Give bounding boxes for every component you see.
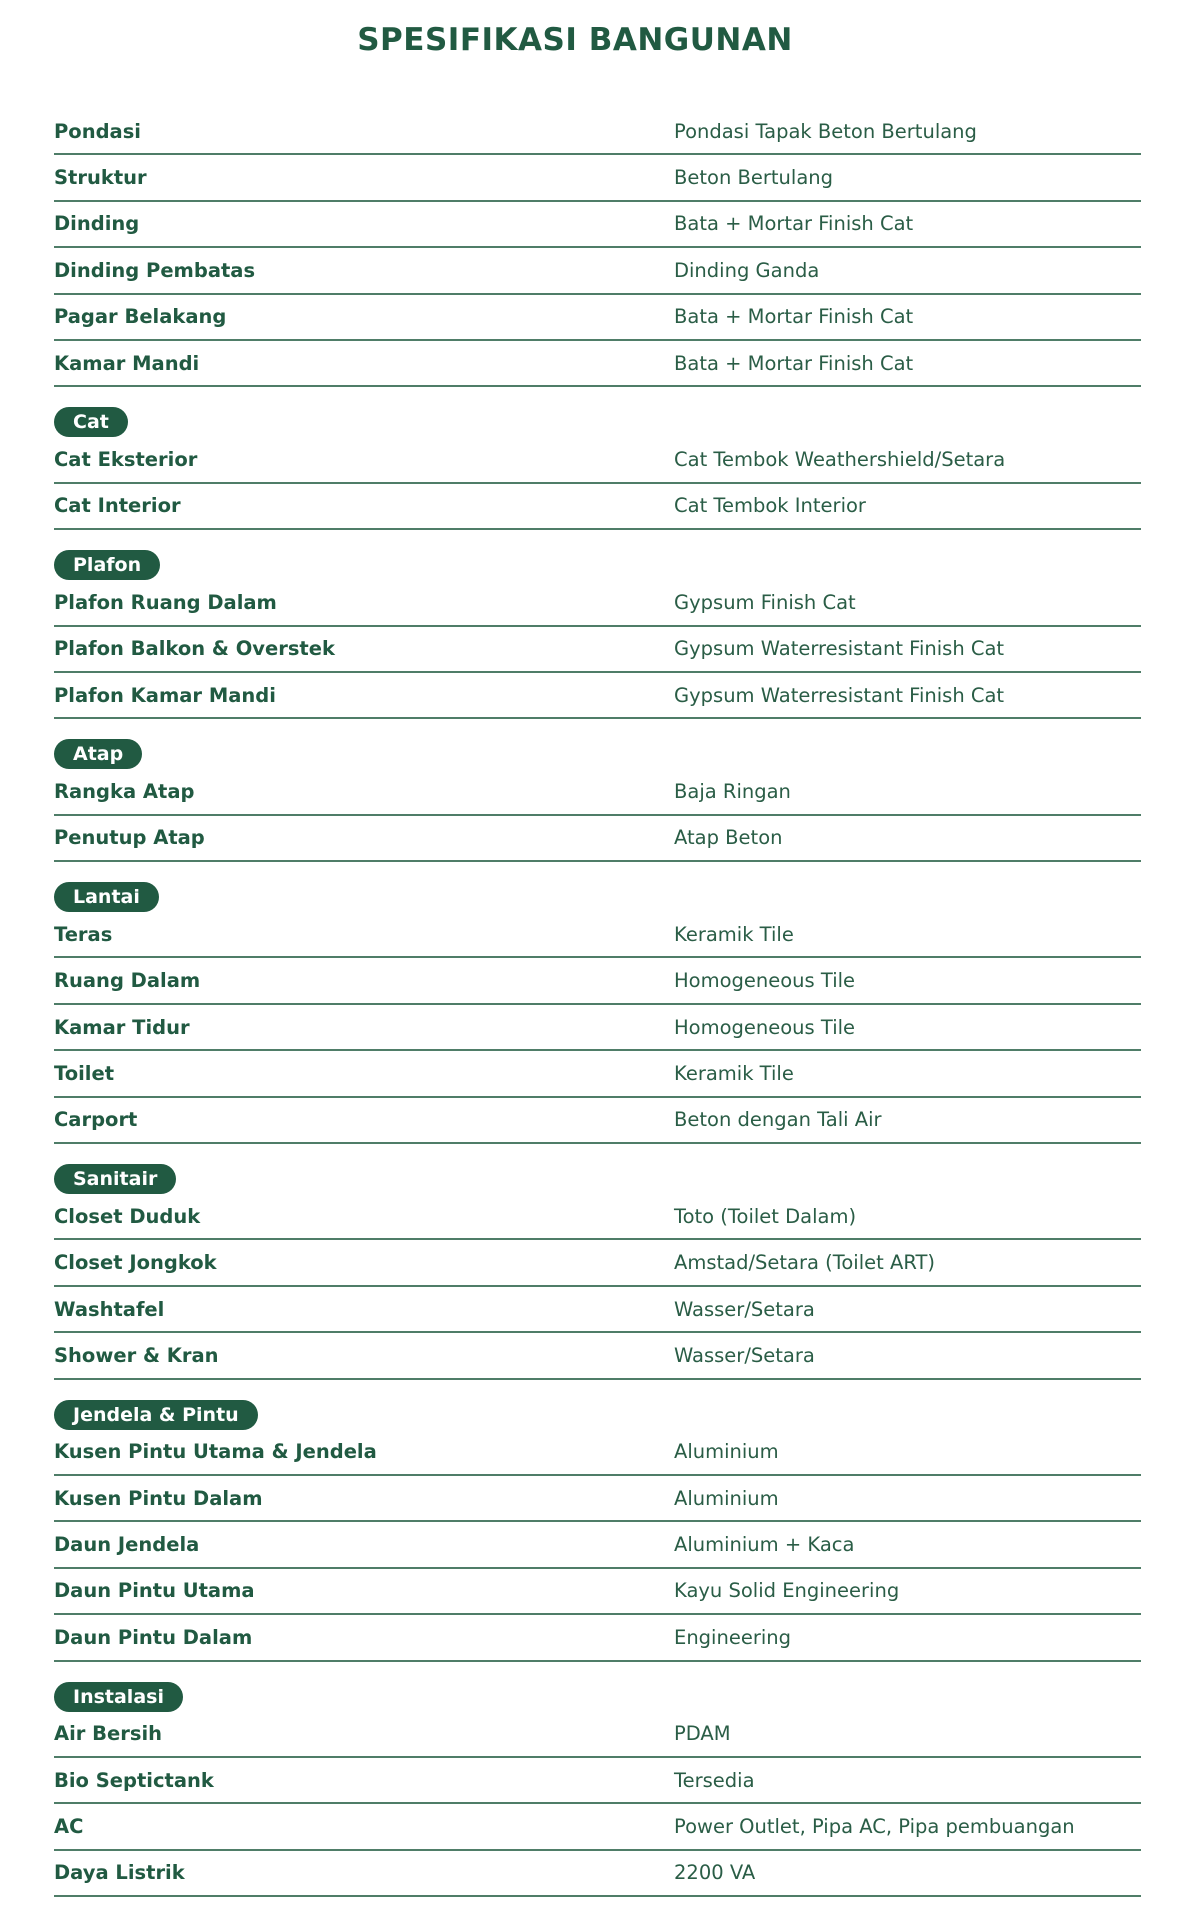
spec-label: Shower & Kran — [54, 1343, 219, 1367]
spec-value: Bata + Mortar Finish Cat — [674, 351, 914, 375]
spec-value: Power Outlet, Pipa AC, Pipa pembuangan — [674, 1815, 1075, 1839]
spec-label: Daun Pintu Utama — [54, 1579, 255, 1603]
spec-row — [54, 295, 1141, 341]
spec-row — [54, 769, 1141, 815]
spec-value: PDAM — [674, 1722, 731, 1746]
spec-section — [54, 530, 1141, 580]
spec-value: Pondasi Tapak Beton Bertulang — [674, 119, 977, 143]
spec-label: Washtafel — [54, 1297, 165, 1321]
spec-label: Toilet — [54, 1061, 115, 1085]
spec-value: Gypsum Waterresistant Finish Cat — [674, 683, 1005, 707]
spec-row — [54, 202, 1141, 248]
spec-value: 2200 VA — [674, 1861, 756, 1885]
spec-row — [54, 1240, 1141, 1286]
spec-label: Kusen Pintu Dalam — [54, 1486, 263, 1510]
spec-row — [54, 958, 1141, 1004]
spec-row — [54, 437, 1141, 483]
spec-value: Bata + Mortar Finish Cat — [674, 212, 914, 236]
section-badge: Cat — [54, 407, 128, 437]
spec-section — [54, 1662, 1141, 1712]
spec-value: Homogeneous Tile — [674, 969, 856, 993]
spec-section — [54, 1380, 1141, 1430]
spec-label: Cat Interior — [54, 494, 181, 518]
spec-row — [54, 627, 1141, 673]
section-badge: Jendela & Pintu — [54, 1400, 258, 1430]
spec-label: Cat Eksterior — [54, 448, 198, 472]
spec-label: Pondasi — [54, 119, 141, 143]
spec-value: Aluminium — [674, 1486, 779, 1510]
spec-label: Kusen Pintu Utama & Jendela — [54, 1440, 377, 1464]
spec-row — [54, 1430, 1141, 1476]
spec-row — [54, 341, 1141, 387]
spec-value: Gypsum Finish Cat — [674, 590, 856, 614]
spec-label: Dinding — [54, 212, 140, 236]
section-badge: Atap — [54, 739, 142, 769]
spec-value: Cat Tembok Weathershield/Setara — [674, 448, 1006, 472]
spec-label: Daya Listrik — [54, 1861, 185, 1885]
spec-value: Kayu Solid Engineering — [674, 1579, 900, 1603]
spec-label: AC — [54, 1815, 84, 1839]
spec-label: Plafon Ruang Dalam — [54, 590, 277, 614]
spec-row — [54, 1712, 1141, 1758]
spec-row — [54, 1476, 1141, 1522]
spec-label: Kamar Mandi — [54, 351, 200, 375]
spec-row — [54, 580, 1141, 626]
spec-row — [54, 1005, 1141, 1051]
spec-value: Engineering — [674, 1625, 791, 1649]
spec-row — [54, 109, 1141, 155]
spec-label: Daun Pintu Dalam — [54, 1625, 253, 1649]
spec-value: Keramik Tile — [674, 922, 794, 946]
spec-row — [54, 484, 1141, 530]
section-badge: Plafon — [54, 550, 160, 580]
spec-value: Aluminium + Kaca — [674, 1533, 855, 1557]
spec-row — [54, 1804, 1141, 1850]
spec-value: Dinding Ganda — [674, 258, 820, 282]
spec-row — [54, 155, 1141, 201]
section-badge: Lantai — [54, 882, 159, 912]
spec-label: Closet Jongkok — [54, 1251, 217, 1275]
spec-row — [54, 1569, 1141, 1615]
spec-label: Bio Septictank — [54, 1768, 214, 1792]
spec-list — [54, 109, 1141, 1897]
spec-section — [54, 1144, 1141, 1194]
spec-value: Beton Bertulang — [674, 166, 834, 190]
spec-section — [54, 387, 1141, 437]
spec-value: Tersedia — [674, 1768, 755, 1792]
spec-value: Aluminium — [674, 1440, 779, 1464]
spec-row — [54, 1333, 1141, 1379]
spec-value: Cat Tembok Interior — [674, 494, 866, 518]
spec-row — [54, 1851, 1141, 1897]
spec-value: Wasser/Setara — [674, 1297, 815, 1321]
spec-label: Penutup Atap — [54, 826, 205, 850]
spec-value: Gypsum Waterresistant Finish Cat — [674, 637, 1005, 661]
spec-label: Rangka Atap — [54, 779, 195, 803]
spec-label: Air Bersih — [54, 1722, 163, 1746]
page-title: SPESIFIKASI BANGUNAN — [357, 22, 793, 58]
spec-label: Dinding Pembatas — [54, 258, 256, 282]
spec-label: Kamar Tidur — [54, 1015, 190, 1039]
spec-value: Amstad/Setara (Toilet ART) — [674, 1251, 935, 1275]
spec-row — [54, 816, 1141, 862]
spec-value: Toto (Toilet Dalam) — [674, 1204, 857, 1228]
spec-label: Plafon Kamar Mandi — [54, 683, 276, 707]
spec-row — [54, 1194, 1141, 1240]
spec-row — [54, 1758, 1141, 1804]
spec-row — [54, 912, 1141, 958]
spec-row — [54, 1098, 1141, 1144]
spec-label: Closet Duduk — [54, 1204, 201, 1228]
spec-value: Beton dengan Tali Air — [674, 1108, 882, 1132]
spec-value: Atap Beton — [674, 826, 783, 850]
spec-label: Daun Jendela — [54, 1533, 200, 1557]
spec-label: Teras — [54, 922, 113, 946]
spec-row — [54, 1051, 1141, 1097]
spec-label: Pagar Belakang — [54, 305, 227, 329]
spec-section — [54, 862, 1141, 912]
spec-value: Keramik Tile — [674, 1061, 794, 1085]
spec-row — [54, 1287, 1141, 1333]
spec-value: Wasser/Setara — [674, 1343, 815, 1367]
spec-value: Bata + Mortar Finish Cat — [674, 305, 914, 329]
spec-label: Struktur — [54, 166, 147, 190]
section-badge: Instalasi — [54, 1682, 183, 1712]
spec-row — [54, 673, 1141, 719]
spec-row — [54, 1615, 1141, 1661]
spec-label: Ruang Dalam — [54, 969, 201, 993]
spec-row — [54, 1522, 1141, 1568]
section-badge: Sanitair — [54, 1164, 176, 1194]
spec-value: Baja Ringan — [674, 779, 791, 803]
spec-row — [54, 248, 1141, 294]
spec-section — [54, 719, 1141, 769]
spec-label: Carport — [54, 1108, 138, 1132]
spec-value: Homogeneous Tile — [674, 1015, 856, 1039]
spec-label: Plafon Balkon & Overstek — [54, 637, 335, 661]
